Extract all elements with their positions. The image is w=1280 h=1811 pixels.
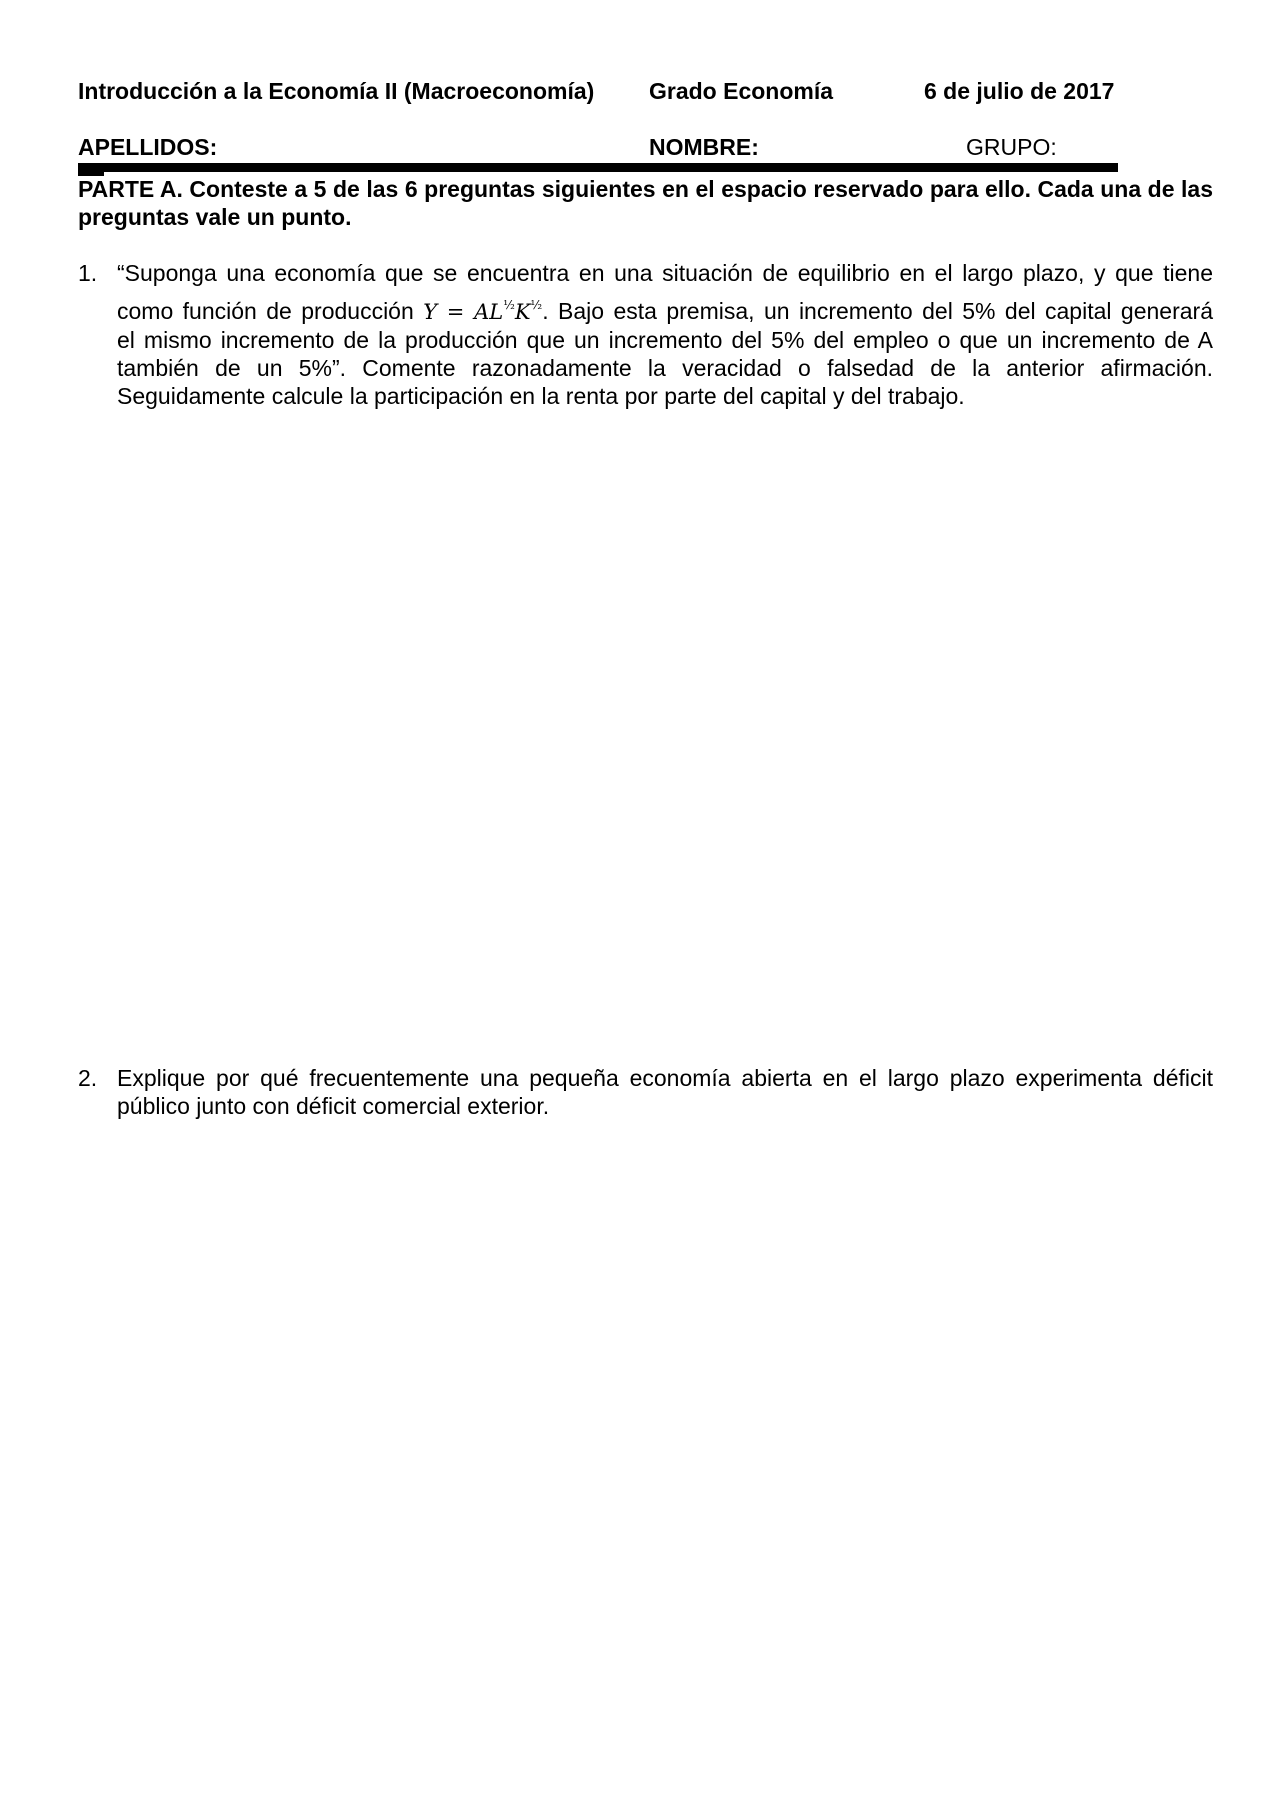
section-instructions: PARTE A. Conteste a 5 de las 6 preguntas siguientes en el espacio reservado para ello. Cada una de las preguntas vale un punto.: [78, 176, 1213, 230]
surname-label: APELLIDOS:: [78, 134, 218, 160]
degree-title: Grado Economía: [649, 78, 834, 104]
question-text: Explique por qué frecuentemente una pequeña economía abierta en el largo plazo experimenta déficit público junto con déficit comercial exterior.: [117, 1065, 1213, 1119]
group-label: GRUPO:: [966, 134, 1057, 160]
question-text: [117, 259, 1213, 410]
header-rule: [78, 163, 1118, 172]
question-number: 2.: [78, 1065, 98, 1091]
name-label: NOMBRE:: [649, 134, 759, 160]
question-line: [117, 297, 1213, 326]
question-line: “Suponga una economía que se encuentra en una situación de equilibrio en el largo plazo, y que tiene: [117, 260, 1213, 286]
question-text-segment: . Bajo esta premisa, un incremento del 5% del capital generará: [542, 298, 1213, 324]
exam-date: 6 de julio de 2017: [924, 78, 1115, 104]
question-paragraph: el mismo incremento de la producción que un incremento del 5% del empleo o que un incremento de A también de un 5%”. Comente razonadamente la veracidad o falsedad de la anterior afirmación. Seguidamente calcule la participación en la renta por parte del capital y del trabajo.: [117, 327, 1213, 409]
question-number: 1.: [78, 260, 98, 286]
question-2: [78, 1064, 1213, 1120]
question-text-segment: como función de producción: [117, 298, 414, 324]
course-title: Introducción a la Economía II (Macroeconomía): [78, 78, 595, 104]
question-1: [78, 259, 1213, 410]
production-function-formula: $Y = AL^{\frac{1}{2}}K^{\frac{1}{2}}$: [423, 298, 543, 324]
